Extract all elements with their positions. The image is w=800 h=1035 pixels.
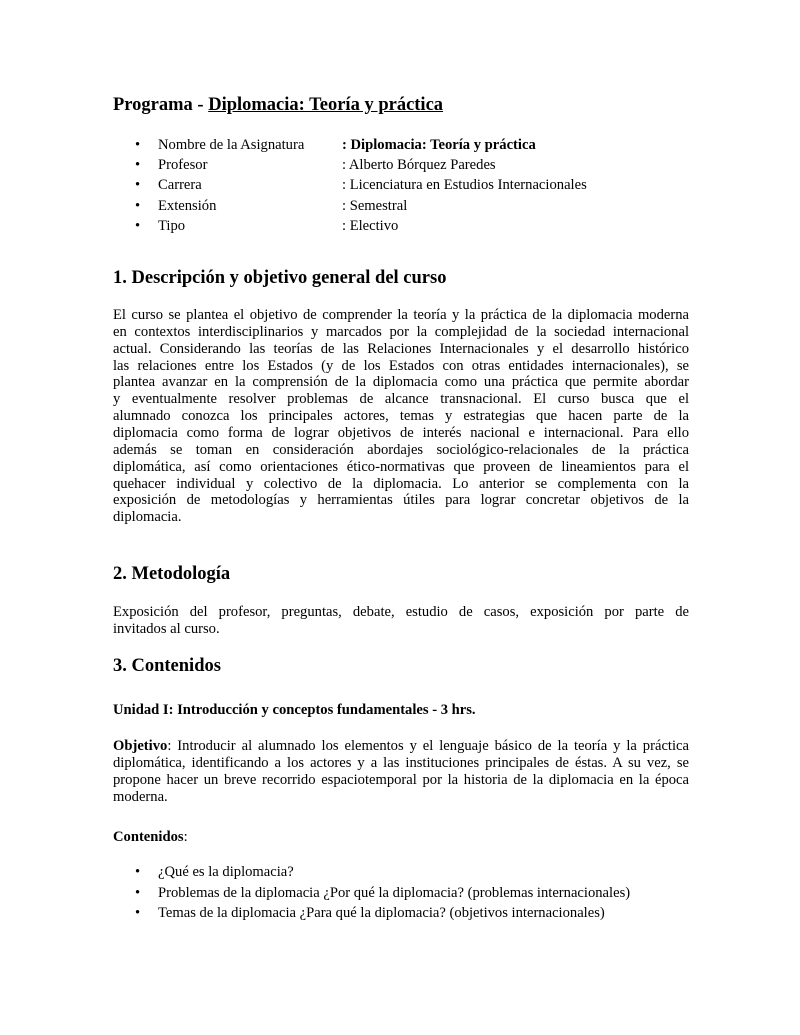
bullet-icon: •	[135, 884, 141, 901]
title-prefix: Programa -	[113, 95, 209, 115]
objective-text: : Introducir al alumnado los elementos y el lenguaje básico de la teoría y la práctica	[167, 738, 689, 754]
paragraph-line: invitados al curso.	[113, 620, 220, 637]
bullet-icon: •	[135, 157, 141, 174]
section-2-heading: 2. Metodología	[113, 564, 231, 584]
paragraph-line: El curso se plantea el objetivo de comprender la teoría y la práctica de la diplomacia moderna	[113, 307, 689, 323]
info-label: Carrera	[158, 177, 202, 194]
objective-label: Objetivo	[113, 738, 168, 754]
bullet-icon: •	[135, 905, 141, 921]
paragraph-line: exposición de metodologías y herramientas útiles para lograr concretar objetivos de la	[113, 492, 689, 509]
paragraph-line: quehacer individual y colectivo de la diplomacia. Lo anterior se complementa con la	[113, 475, 689, 492]
bullet-icon: •	[135, 197, 141, 214]
info-label: Tipo	[158, 217, 186, 234]
paragraph-line: diplomacia como forma de lograr objetivos de interés nacional e internacional. Para ello	[113, 424, 689, 441]
info-value: : Diplomacia: Teoría y práctica	[342, 137, 536, 153]
title-main: Diplomacia: Teoría y práctica	[208, 95, 444, 115]
info-value: : Semestral	[342, 197, 408, 214]
bullet-icon: •	[135, 177, 141, 194]
paragraph-line: además se toman en consideración abordajes sociológico-relacionales de la práctica	[113, 441, 689, 458]
paragraph-line: y eventualmente resolver problemas de alcance transnacional. El curso busca que el	[113, 391, 689, 408]
paragraph-line: Exposición del profesor, preguntas, debate, estudio de casos, exposición por parte de	[113, 604, 689, 620]
paragraph-line: plantea avanzar en la comprensión de la diplomacia como una práctica que permite abordar	[113, 374, 689, 391]
bullet-icon: •	[135, 217, 141, 234]
paragraph-line: diplomática, identificando a los actores y a las instituciones principales de éstas. A su vez, se	[113, 754, 689, 771]
paragraph-line: en contextos interdisciplinarios y marcados por la complejidad de la sociedad internacional	[113, 323, 689, 340]
paragraph-line: moderna.	[113, 788, 168, 805]
info-label: Profesor	[158, 157, 208, 174]
paragraph-line: diplomacia.	[113, 509, 182, 526]
paragraph-line: actual. Considerando las teorías de las Relaciones Internacionales y el desarrollo histórico	[113, 340, 689, 357]
info-value: : Electivo	[342, 217, 399, 234]
contents-item: Problemas de la diplomacia ¿Por qué la diplomacia? (problemas internacionales)	[158, 884, 631, 901]
info-value: : Licenciatura en Estudios Internacionales	[342, 177, 587, 194]
paragraph-line: alumnado conozca los principales actores, temas y estrategias que hacen parte de la	[113, 408, 689, 425]
section-1-heading: 1. Descripción y objetivo general del curso	[113, 268, 447, 288]
contents-label-text: Contenidos	[113, 829, 184, 845]
paragraph-line	[113, 738, 689, 755]
info-value: : Alberto Bórquez Paredes	[342, 157, 496, 174]
paragraph-line: diplomática, así como orientaciones ético-normativas que proveen de lineamientos para el	[113, 458, 689, 475]
info-label: Extensión	[158, 197, 217, 214]
paragraph-line: propone hacer un breve recorrido espaciotemporal por la historia de la diplomacia en la época	[113, 771, 689, 788]
bullet-icon: •	[135, 137, 141, 153]
contents-colon: :	[183, 829, 188, 845]
paragraph-line: las relaciones entre los Estados (y de los Estados con otras entidades internacionales), se	[113, 357, 689, 374]
contents-item: Temas de la diplomacia ¿Para qué la diplomacia? (objetivos internacionales)	[158, 905, 605, 921]
info-label: Nombre de la Asignatura	[158, 137, 305, 153]
contents-item: ¿Qué es la diplomacia?	[158, 864, 294, 880]
contents-label	[113, 829, 188, 846]
document-title	[113, 95, 443, 116]
section-3-heading: 3. Contenidos	[113, 656, 221, 676]
bullet-icon: •	[135, 864, 141, 880]
unit-heading: Unidad I: Introducción y conceptos fundamentales - 3 hrs.	[113, 702, 476, 718]
